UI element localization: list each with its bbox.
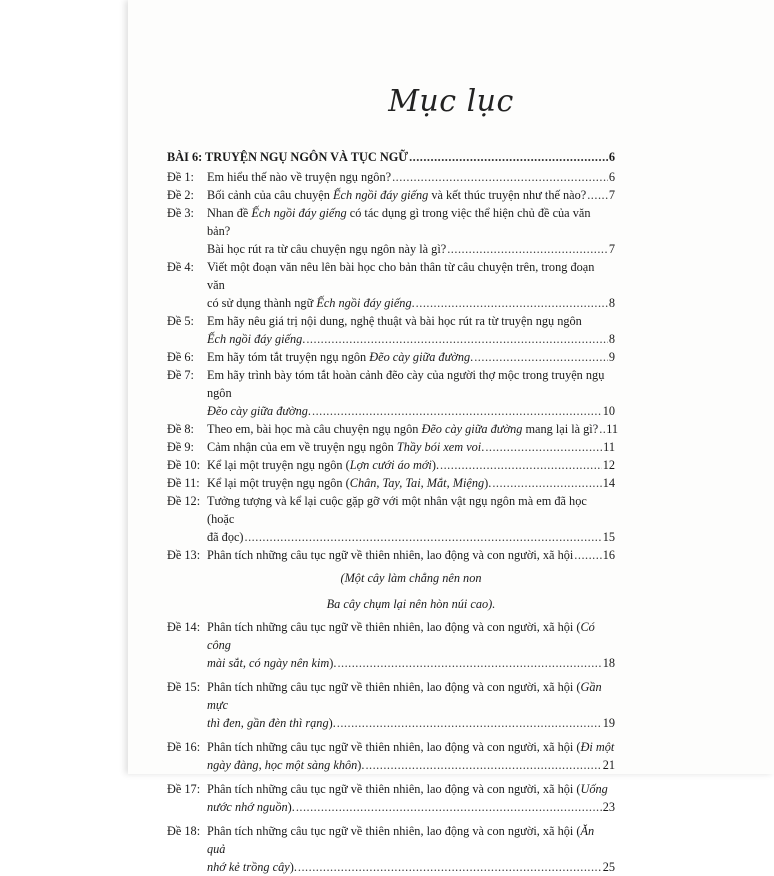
entry-text-run [207,348,473,366]
toc-entry[interactable] [167,366,615,420]
entry-first-line [207,738,615,756]
entry-line [207,456,615,474]
entry-text-run [207,294,415,312]
entry-text: . [481,440,485,454]
entry-text-run [207,420,598,438]
toc-entry[interactable] [167,546,615,564]
italic-title: thì đen, gần đèn thì rạng [207,716,329,730]
entry-line [207,798,615,816]
entry-text-run [207,330,305,348]
entry-body [207,546,615,564]
entry-text: Cảm nhận của em về truyện ngụ ngôn [207,440,397,454]
italic-title: mài sắt, có ngày nên kim [207,656,330,670]
toc-entry[interactable] [167,678,615,732]
entry-text: đã đọc) [207,530,244,544]
leader-dots [298,858,602,876]
entry-text: Kể lại một truyện ngụ ngôn ( [207,458,350,472]
page-number: 15 [602,530,615,544]
entry-text: ). [328,716,336,730]
toc-entry[interactable] [167,780,615,816]
leader-dots [365,756,601,774]
entry-first-line [207,366,615,402]
italic-title: Gần mực [207,680,602,712]
entry-body [207,456,615,474]
entry-text: . [302,332,306,346]
page-number: 21 [602,758,615,772]
entry-text: ). [287,800,295,814]
entry-line [207,240,615,258]
entry-number: Đề 13: [167,548,201,562]
entry-number: Đề 12: [167,494,201,508]
entry-first-line [207,492,615,528]
leader-dots [306,330,607,348]
leader-dots [447,240,608,258]
page-number: 6 [608,150,615,164]
entry-text: ). [329,656,337,670]
entry-text: ). [484,476,492,490]
toc-entry[interactable] [167,474,615,492]
entry-first-line [207,258,615,294]
entry-text: ). [289,860,297,874]
entry-text: ). [431,458,440,472]
page-number: 10 [602,404,615,418]
entry-text: Theo em, bài học mà câu chuyện ngụ ngôn [207,422,422,436]
toc-entry[interactable] [167,438,615,456]
entry-text: Phân tích những câu tục ngữ về thiên nhiên, lao động và con người, xã hội ( [207,824,581,838]
italic-title: Đi một [580,740,615,754]
entry-line [207,168,615,186]
entry-first-line [207,204,615,240]
entry-text-run [207,546,573,564]
entry-line [207,528,615,546]
italic-title: ngày đàng, học một sàng khôn [207,758,358,772]
page-number: 19 [602,716,615,730]
page-number: 23 [602,800,615,814]
italic-title: Có công [207,620,595,652]
page-number: 12 [602,458,615,472]
section-title: BÀI 6: TRUYỆN NGỤ NGÔN VÀ TỤC NGỮ [167,150,409,164]
entry-number: Đề 6: [167,350,194,364]
entry-body [207,438,615,456]
page-number: 8 [608,296,615,310]
entry-line [207,474,615,492]
entry-body [207,474,615,492]
entry-line [207,438,615,456]
italic-title: Ăn quả [207,824,595,856]
entry-text: Em hãy tóm tắt truyện ngụ ngôn [207,350,370,364]
entry-text: Bài học rút ra từ câu chuyện ngụ ngôn này là gì? [207,242,447,256]
entry-number: Đề 5: [167,314,194,328]
entry-text: . [411,296,415,310]
italic-title: Ếch ngồi đáy giếng [316,296,412,310]
leader-dots [337,714,602,732]
toc-entry[interactable] [167,618,615,672]
page-number: 14 [602,476,615,490]
entry-text: Phân tích những câu tục ngữ về thiên nhiên, lao động và con người, xã hội [207,548,574,562]
entry-text-run [207,858,297,876]
entry-text-run [207,456,439,474]
entry-text: ). [357,758,365,772]
entry-first-line [207,678,615,714]
toc-section-heading[interactable] [167,148,615,166]
entry-text: mang lại là gì? [522,422,599,436]
entry-number: Đề 4: [167,260,194,274]
entry-number: Đề 10: [167,458,201,472]
leader-dots [245,528,602,546]
toc-entry[interactable] [167,204,615,258]
entry-body [207,492,615,546]
entry-text: Phân tích những câu tục ngữ về thiên nhiên, lao động và con người, xã hội ( [207,782,581,796]
entry-body [207,348,615,366]
entry-line [207,546,615,564]
leader-dots [337,654,601,672]
entry-text-run [207,654,336,672]
italic-title: Thầy bói xem voi [396,440,482,454]
entry-text-run [207,756,364,774]
entry-body [207,258,615,312]
leader-dots [587,186,608,204]
entry-line [207,756,615,774]
entry-text: có tác dụng gì trong việc thể hiện chủ đề của văn bản? [207,206,591,238]
leader-dots [440,456,602,474]
page-number: 9 [608,350,615,364]
quote-line: Ba cây chụm lại nên hòn núi cao). [326,597,496,611]
page-number: 8 [608,332,615,346]
italic-title: Đẽo cày giữa đường [421,422,523,436]
italic-title: Đẽo cày giữa đường [369,350,471,364]
entry-body [207,366,615,420]
entry-body [207,168,615,186]
italic-title: Uống [580,782,608,796]
leader-dots [416,294,608,312]
italic-title: Ếch ngồi đáy giếng [207,332,303,346]
entry-text-run [207,438,484,456]
leader-dots [409,148,608,166]
leader-dots [574,546,601,564]
entry-number: Đề 17: [167,782,201,796]
entry-first-line [207,618,615,654]
entry-text: và kết thúc truyện như thế nào? [428,188,587,202]
toc-entry[interactable] [167,168,615,186]
italic-title: Lợn cưới áo mới [349,458,432,472]
entry-text: Phân tích những câu tục ngữ về thiên nhiên, lao động và con người, xã hội ( [207,680,581,694]
entry-text-run [207,402,311,420]
entry-first-line [207,822,615,858]
italic-title: Chân, Tay, Tai, Mắt, Miệng [349,476,485,490]
entry-number: Đề 15: [167,680,201,694]
entry-number: Đề 14: [167,620,201,634]
entry-line [207,294,615,312]
entry-text-run [207,714,336,732]
leader-dots [474,348,608,366]
entry-text: Viết một đoạn văn nêu lên bài học cho bản thân từ câu chuyện trên, trong đoạn văn [207,260,595,292]
toc-entry[interactable] [167,186,615,204]
entry-text: Em hãy nêu giá trị nội dung, nghệ thuật và bài học rút ra từ truyện ngụ ngôn [207,314,582,328]
page-title: Mục lục [388,84,514,119]
entry-number: Đề 3: [167,206,194,220]
toc-entry[interactable] [167,492,615,546]
italic-title: Ếch ngồi đáy giếng [251,206,347,220]
entry-number: Đề 9: [167,440,194,454]
table-of-contents [167,148,619,876]
entry-text: Em hiểu thế nào về truyện ngụ ngôn? [207,170,392,184]
page-number: 25 [602,860,615,874]
entry-line [207,858,615,876]
italic-title: nhớ kẻ trồng cây [207,860,290,874]
entry-number: Đề 1: [167,170,194,184]
italic-title: Đẽo cày giữa đường [207,404,308,418]
page-number: 7 [608,188,615,202]
entry-body [207,678,615,732]
entry-text: . [470,350,474,364]
entry-text: Phân tích những câu tục ngữ về thiên nhiên, lao động và con người, xã hội ( [207,620,581,634]
leader-dots [599,420,605,438]
entry-body [207,186,615,204]
page-number: 11 [603,440,615,454]
page-number: 6 [608,170,615,184]
entry-text: Bối cảnh của câu chuyện [207,188,333,202]
toc-entry-list [167,168,619,564]
toc-entry[interactable] [167,348,615,366]
entry-line [207,714,615,732]
entry-text-run [207,240,446,258]
quote-line: (Một cây làm chẳng nên non [340,571,482,585]
entry-body [207,618,615,672]
toc-entry[interactable] [167,312,615,348]
entry-first-line [207,312,615,330]
toc-entry[interactable] [167,738,615,774]
proverb-quote [167,568,615,614]
leader-dots [392,168,608,186]
entry-text: Tưởng tượng và kể lại cuộc gặp gỡ với một nhân vật ngụ ngôn mà em đã học (hoặc [207,494,587,526]
entry-line [207,348,615,366]
toc-entry[interactable] [167,420,619,438]
leader-dots [312,402,602,420]
page-number: 11 [606,422,619,436]
entry-text-run [207,798,295,816]
entry-text-run [207,168,391,186]
entry-line [207,186,615,204]
entry-body [207,420,619,438]
entry-body [207,738,615,774]
leader-dots [296,798,602,816]
page-number: 18 [602,656,615,670]
entry-text: Nhan đề [207,206,252,220]
page-number: 7 [608,242,615,256]
leader-dots [485,438,602,456]
entry-text: Kể lại một truyện ngụ ngôn ( [207,476,350,490]
entry-line [207,402,615,420]
entry-line [207,420,619,438]
entry-text-run [207,186,586,204]
entry-line [207,330,615,348]
entry-number: Đề 18: [167,824,201,838]
toc-entry[interactable] [167,456,615,474]
entry-text: Em hãy trình bày tóm tắt hoàn cảnh đẽo cày của người thợ mộc trong truyện ngụ ngôn [207,368,605,400]
entry-text: . [307,404,311,418]
entry-body [207,822,615,876]
entry-body [207,312,615,348]
entry-number: Đề 7: [167,368,194,382]
toc-entry-list [167,618,615,876]
italic-title: nước nhớ nguồn [207,800,288,814]
entry-body [207,780,615,816]
toc-entry[interactable] [167,822,615,876]
entry-text-run [207,474,491,492]
italic-title: Ếch ngồi đáy giếng [333,188,429,202]
entry-text: Phân tích những câu tục ngữ về thiên nhiên, lao động và con người, xã hội ( [207,740,581,754]
entry-first-line [207,780,615,798]
entry-body [207,204,615,258]
page-number: 16 [602,548,615,562]
entry-line [207,654,615,672]
entry-text: có sử dụng thành ngữ [207,296,317,310]
leader-dots [492,474,601,492]
entry-number: Đề 2: [167,188,194,202]
entry-text-run [207,528,244,546]
entry-number: Đề 8: [167,422,194,436]
toc-entry[interactable] [167,258,615,312]
entry-number: Đề 11: [167,476,200,490]
entry-number: Đề 16: [167,740,201,754]
